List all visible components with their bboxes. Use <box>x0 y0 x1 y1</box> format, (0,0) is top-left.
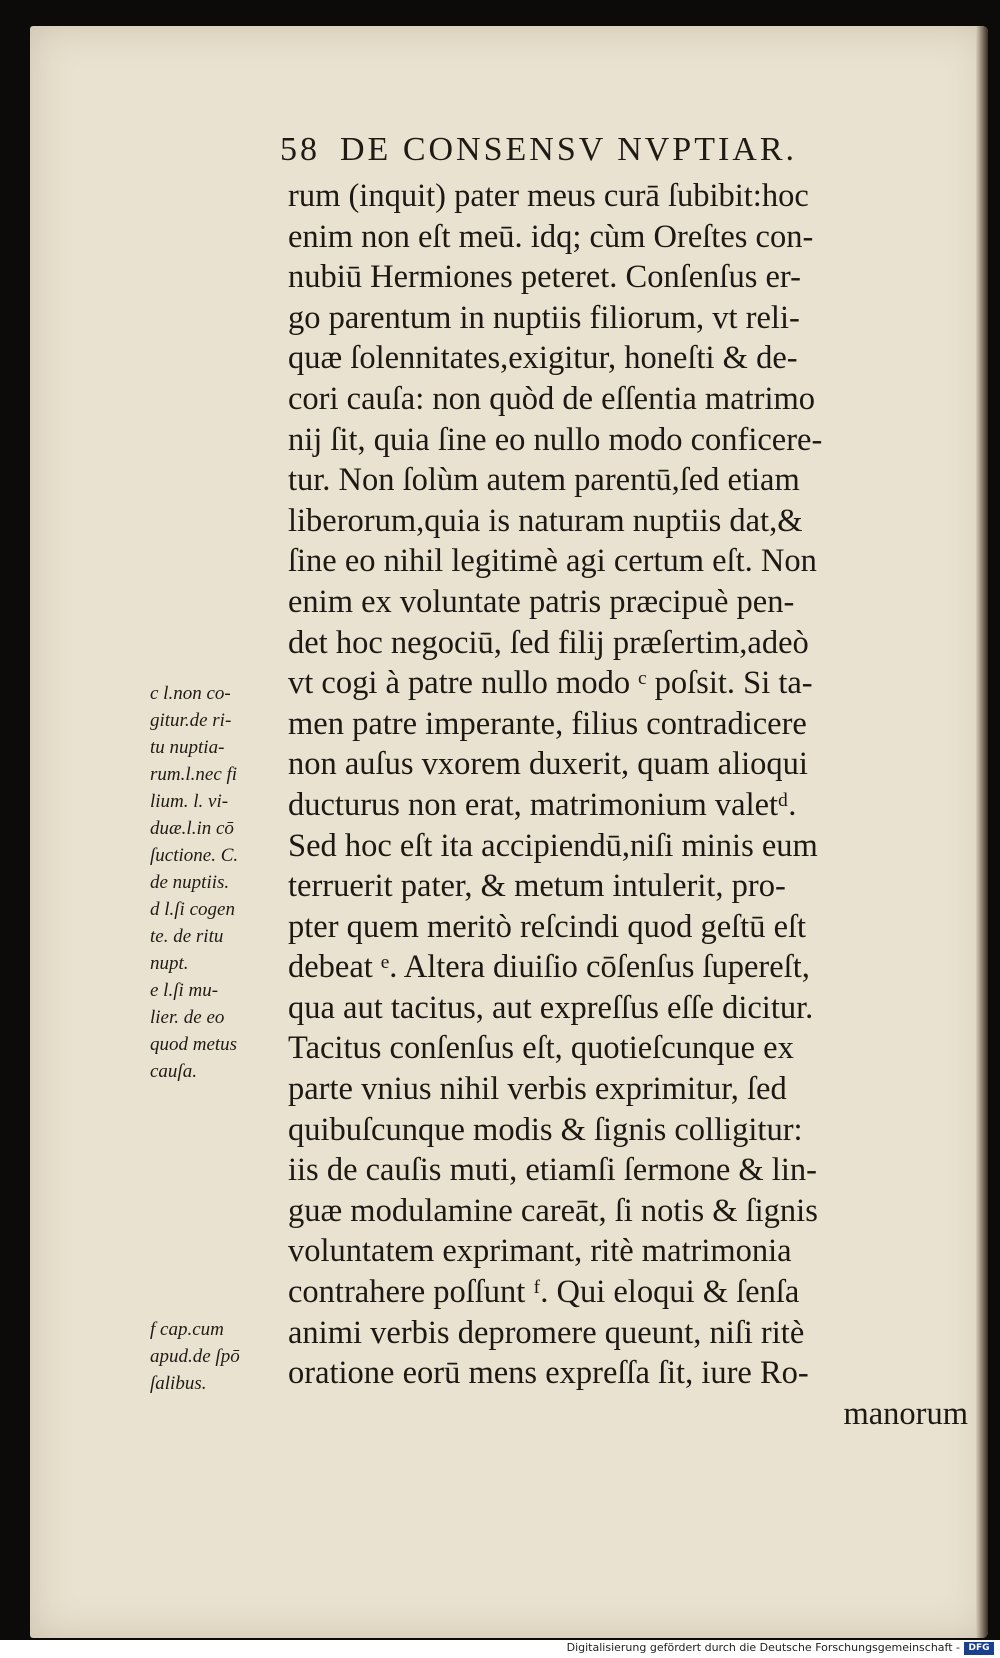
text-line: go parentum in nuptiis filiorum, vt reli- <box>288 299 800 336</box>
running-title: DE CONSENSV NVPTIAR. <box>340 131 798 168</box>
text-line: nubiū Hermiones peteret. Conſenſus er- <box>288 259 801 296</box>
marginal-line: quod metus <box>150 1034 238 1055</box>
catchword: manorum <box>843 1395 968 1432</box>
marginal-line: duæ.l.in cō <box>150 818 234 839</box>
marginal-line: ſuctione. C. <box>150 845 239 866</box>
text-line: iis de cauſis muti, etiamſi ſermone & lin- <box>288 1152 817 1189</box>
marginal-line: ſalibus. <box>150 1373 207 1394</box>
marginal-line: lier. de eo <box>150 1007 225 1028</box>
marginal-line: te. de ritu <box>150 926 224 947</box>
text-line: enim ex voluntate patris præcipuè pen- <box>288 583 795 620</box>
marginal-line: lium. l. vi- <box>150 791 229 812</box>
digitization-footer <box>0 1640 1000 1658</box>
text-line: quibuſcunque modis & ſignis colligitur: <box>288 1111 803 1148</box>
text-line: Tacitus conſenſus eſt, quotieſcunque ex <box>288 1030 794 1067</box>
text-line: rum (inquit) pater meus curā ſubibit:hoc <box>288 178 809 214</box>
text-line: vt cogi à patre nullo modo ᶜ poſsit. Si ta- <box>288 665 813 702</box>
dfg-logo: DFG <box>964 1642 994 1655</box>
text-line: Sed hoc eſt ita accipiendū,niſi minis eum <box>288 827 818 864</box>
text-line: pter quem meritò reſcindi quod geſtū eſt <box>288 908 807 945</box>
text-line: nij ſit, quia ſine eo nullo modo conficere- <box>288 421 823 458</box>
text-line: cori cauſa: non quòd de eſſentia matrimo <box>288 380 816 417</box>
text-line: enim non eſt meū. idq; cùm Oreſtes con- <box>288 218 814 255</box>
text-line: liberorum,quia is naturam nuptiis dat,& <box>288 502 803 539</box>
main-text-block <box>288 176 968 1434</box>
marginal-line: rum.l.nec fi <box>150 764 238 785</box>
marginal-line: gitur.de ri- <box>150 710 232 731</box>
marginal-line: cauſa. <box>150 1061 197 1082</box>
text-line: terruerit pater, & metum intulerit, pro- <box>288 868 786 905</box>
marginal-note-f <box>150 1316 290 1397</box>
text-line: tur. Non ſolùm autem parentū,ſed etiam <box>288 462 800 499</box>
text-line: animi verbis depromere queunt, niſi ritè <box>288 1314 805 1351</box>
marginal-line: tu nuptia- <box>150 737 225 758</box>
marginal-line: e l.ſi mu- <box>150 980 219 1001</box>
text-line: voluntatem exprimant, ritè matrimonia <box>288 1233 792 1270</box>
text-line: oratione eorū mens expreſſa ſit, iure Ro- <box>288 1355 809 1392</box>
running-header <box>280 131 797 169</box>
marginal-note-c <box>150 680 290 1085</box>
text-line: ſine eo nihil legitimè agi certum eſt. Non <box>288 543 817 580</box>
book-page <box>30 26 988 1638</box>
marginal-line: c l.non co- <box>150 683 231 704</box>
text-line: qua aut tacitus, aut expreſſus eſſe dicitur. <box>288 989 814 1026</box>
marginal-line: d l.ſi cogen <box>150 899 235 920</box>
text-line: guæ modulamine careāt, ſi notis & ſignis <box>288 1192 818 1229</box>
page-number: 58 <box>280 131 320 168</box>
text-line: ducturus non erat, matrimonium valetᵈ. <box>288 786 797 823</box>
text-line: det hoc negociū, ſed filij præſertim,adeò <box>288 624 809 661</box>
marginal-line: de nuptiis. <box>150 872 230 893</box>
marginal-line: f cap.cum <box>150 1319 224 1340</box>
text-line: contrahere poſſunt ᶠ. Qui eloqui & ſenſa <box>288 1274 800 1311</box>
text-line: men patre imperante, filius contradicere <box>288 705 807 742</box>
marginal-line: nupt. <box>150 953 189 974</box>
marginal-line: apud.de ſpō <box>150 1346 240 1367</box>
text-line: debeat ᵉ. Altera diuiſio cōſenſus ſupereſt, <box>288 949 810 986</box>
text-line: parte vnius nihil verbis exprimitur, ſed <box>288 1071 787 1108</box>
text-line: quæ ſolennitates,exigitur, honeſti & de- <box>288 340 798 377</box>
page-edge <box>976 26 988 1638</box>
text-line: non auſus vxorem duxerit, quam alioqui <box>288 746 808 783</box>
footer-credit: Digitalisierung gefördert durch die Deutsche Forschungsgemeinschaft - <box>566 1641 960 1654</box>
